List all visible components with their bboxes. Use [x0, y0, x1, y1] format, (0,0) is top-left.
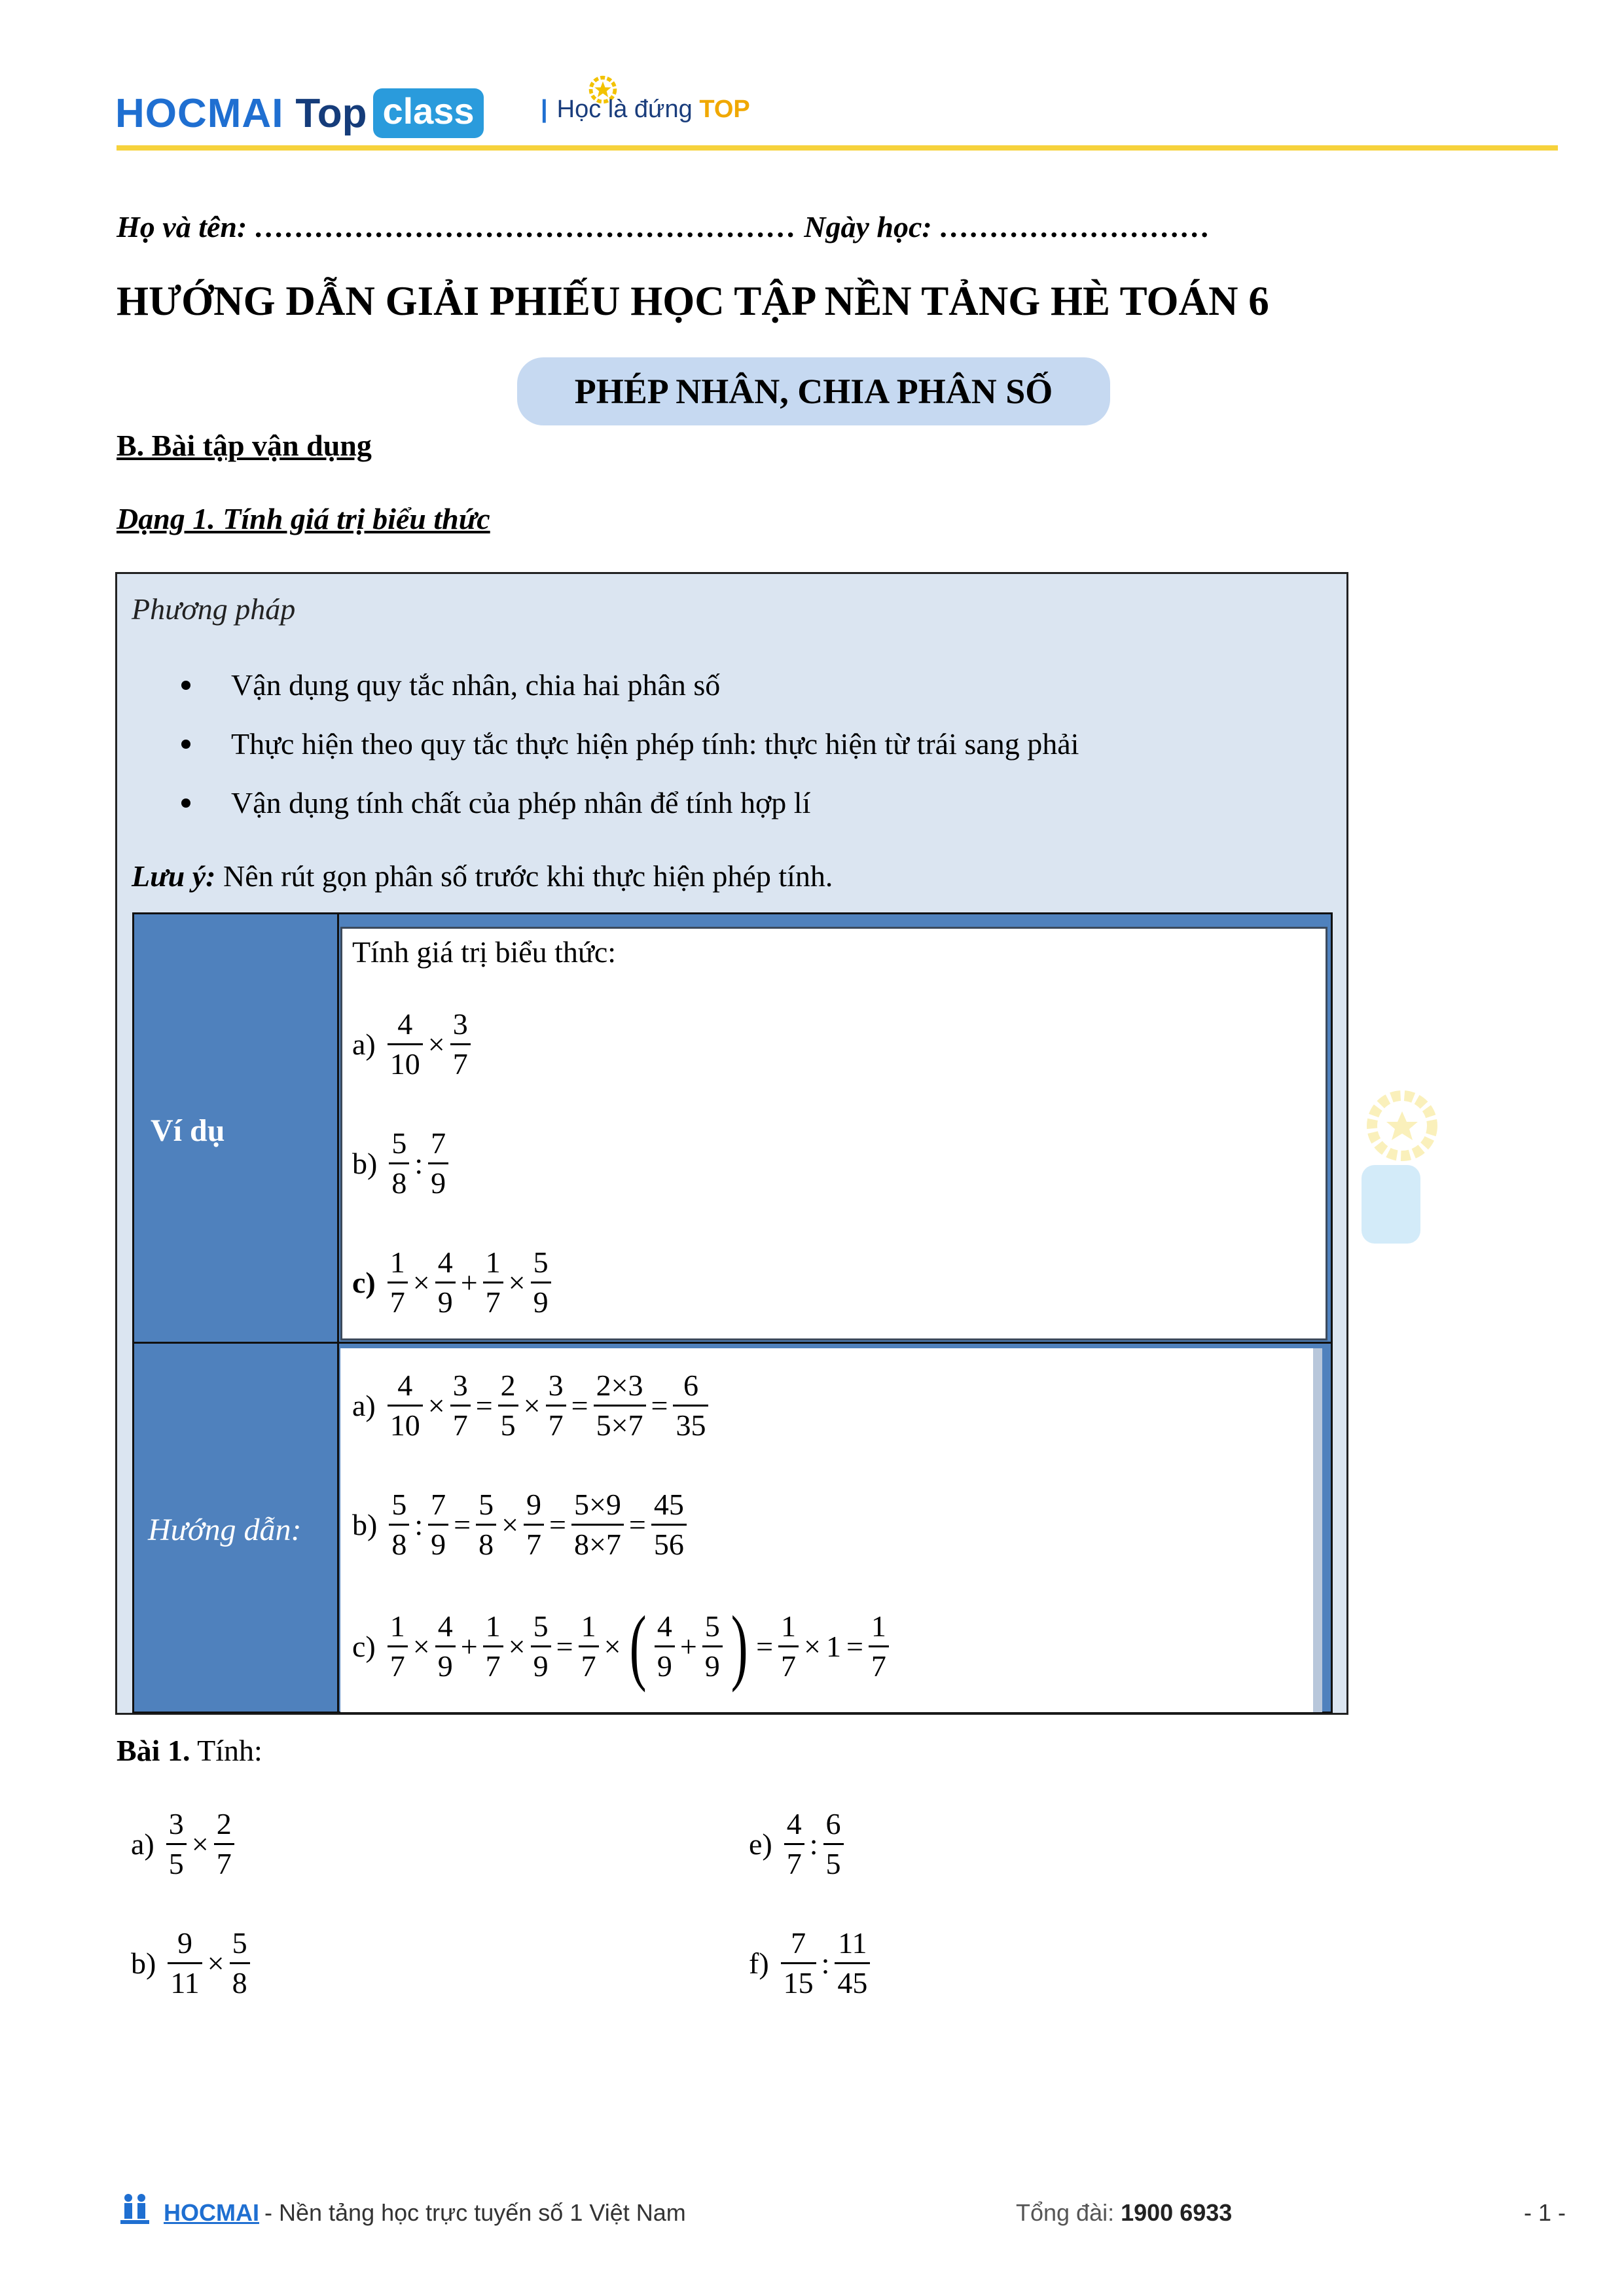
logo-hocmai-text: HOCMAI [115, 90, 284, 136]
fraction: $\frac{1}{7}$ [483, 1607, 503, 1685]
fraction: $\frac{3}{5}$ [166, 1805, 187, 1883]
guide-a: a) $\frac{4}{10}$ × $\frac{3}{7}$ = $\frac{2}{5}$ × $\frac{3}{7}$ = $\frac{2\times 3}{5\times 7}$ = $\frac{6}{35}$ [352, 1367, 711, 1444]
example-intro [352, 935, 616, 969]
exercise-1-b: b) $\frac{9}{11}$ × $\frac{5}{8}$ [131, 1924, 253, 2002]
exercise-1-heading [117, 1733, 262, 1768]
item-label: b) [131, 1946, 156, 1980]
item-label: a) [352, 1389, 376, 1422]
fraction: $\frac{3}{7}$ [546, 1367, 566, 1444]
bullet-icon [181, 798, 190, 808]
logo-top-text: Top [295, 90, 367, 136]
right-parenthesis: ) [731, 1599, 748, 1693]
fraction: $\frac{4}{7}$ [784, 1805, 804, 1883]
fraction: $\frac{9}{7}$ [524, 1486, 544, 1564]
section-heading: B. Bài tập vận dụng [117, 429, 372, 462]
fraction: $\frac{7}{9}$ [428, 1124, 448, 1202]
fraction: $\frac{6}{35}$ [673, 1367, 708, 1444]
bullet-text: Thực hiện theo quy tắc thực hiện phép tính: thực hiện từ trái sang phải [231, 727, 1079, 761]
slogan [541, 96, 750, 124]
fraction: $\frac{1}{7}$ [869, 1607, 889, 1685]
bullet-text: Vận dụng quy tắc nhân, chia hai phân số [231, 668, 721, 702]
fraction: $\frac{3}{7}$ [450, 1005, 471, 1083]
guide-label: Hướng dẫn: [148, 1513, 302, 1547]
bullet-text: Vận dụng tính chất của phép nhân để tính hợp lí [231, 786, 811, 819]
example-a: a) $\frac{4}{10}$ × $\frac{3}{7}$ [352, 1005, 473, 1083]
fraction: $\frac{5}{8}$ [389, 1124, 409, 1202]
slogan-top: TOP [699, 96, 750, 123]
fraction: $\frac{4}{9}$ [655, 1607, 675, 1685]
fraction: $\frac{5}{8}$ [230, 1924, 250, 2002]
item-label: c) [352, 1629, 376, 1663]
fraction: $\frac{5}{9}$ [531, 1607, 551, 1685]
note-label: Lưu ý: [132, 859, 216, 893]
fraction: $\frac{2\times 3}{5\times 7}$ [594, 1367, 646, 1444]
fraction: $\frac{11}{45}$ [835, 1924, 870, 2002]
left-parenthesis: ( [629, 1599, 647, 1693]
exercise-1-title: Bài 1. [117, 1734, 190, 1767]
slogan-text: Học là đứng [556, 96, 700, 123]
lesson-subtitle: PHÉP NHÂN, CHIA PHÂN SỐ [517, 357, 1110, 425]
table-column-divider [337, 912, 339, 1713]
fraction: $\frac{7}{15}$ [781, 1924, 816, 2002]
fraction: $\frac{2}{7}$ [214, 1805, 234, 1883]
fraction: $\frac{7}{9}$ [428, 1486, 448, 1564]
example-label: Ví dụ [151, 1113, 225, 1148]
fraction: $\frac{5}{8}$ [389, 1486, 409, 1564]
bullet-icon [181, 740, 190, 749]
page-number: - 1 - [1524, 2199, 1566, 2226]
fraction: $\frac{4}{10}$ [388, 1367, 423, 1444]
fraction: $\frac{4}{9}$ [435, 1607, 456, 1685]
exercise-1-e: e) $\frac{4}{7}$ : $\frac{6}{5}$ [749, 1805, 846, 1883]
method-note [132, 859, 833, 893]
hocmai-topclass-logo [115, 84, 484, 143]
fraction: $\frac{2}{5}$ [498, 1367, 518, 1444]
item-label: f) [749, 1946, 769, 1980]
table-row-divider [132, 1342, 1333, 1344]
fraction: $\frac{5\times 9}{8\times 7}$ [571, 1486, 624, 1564]
fraction: $\frac{5}{9}$ [702, 1607, 723, 1685]
fraction: $\frac{6}{5}$ [823, 1805, 844, 1883]
footer [117, 2195, 1574, 2234]
footer-hotline: Tổng đài: 1900 6933 [1016, 2199, 1233, 2226]
item-label: b) [352, 1147, 378, 1180]
hocmai-footer-logo-icon [117, 2190, 153, 2227]
exercise-1-f: f) $\frac{7}{15}$ : $\frac{11}{45}$ [749, 1924, 873, 2002]
fraction: $\frac{3}{7}$ [450, 1367, 471, 1444]
student-info-line: Họ và tên: ……………………………………………… Ngày học: ……………………… [117, 210, 1211, 243]
guide-c: c) $\frac{1}{7}$ × $\frac{4}{9}$ + $\frac{1}{7}$ × $\frac{5}{9}$ = $\frac{1}{7}$ × ( $\frac{4}{9}$ + $\frac{5}{9}$ ) = $\frac{1}{7}$ × 1 = $\frac{1}{7}$ [352, 1604, 892, 1689]
item-label: e) [749, 1827, 772, 1861]
example-c: c) $\frac{1}{7}$ × $\frac{4}{9}$ + $\frac{1}{7}$ × $\frac{5}{9}$ [352, 1244, 554, 1321]
item-label: a) [131, 1827, 154, 1861]
footer-tagline: - Nền tảng học trực tuyến số 1 Việt Nam [264, 2199, 686, 2226]
header-divider [117, 145, 1558, 151]
logo-class-text: class [373, 88, 483, 138]
exercise-type-heading: Dạng 1. Tính giá trị biểu thức [117, 502, 490, 535]
footer-brand-link[interactable]: HOCMAI [164, 2199, 259, 2226]
example-intro-text: Tính giá trị biểu thức: [352, 935, 617, 969]
page-title: HƯỚNG DẪN GIẢI PHIẾU HỌC TẬP NỀN TẢNG HÈ TOÁN 6 [117, 278, 1269, 324]
fraction: $\frac{1}{7}$ [388, 1607, 408, 1685]
fraction: $\frac{1}{7}$ [778, 1607, 799, 1685]
fraction: $\frac{45}{56}$ [651, 1486, 687, 1564]
fraction: $\frac{1}{7}$ [388, 1244, 408, 1321]
fraction: $\frac{5}{9}$ [531, 1244, 551, 1321]
fraction: $\frac{5}{8}$ [476, 1486, 496, 1564]
item-label: b) [352, 1508, 378, 1541]
exercise-1-text: Tính: [190, 1734, 262, 1767]
fraction: $\frac{1}{7}$ [579, 1607, 599, 1685]
fraction: $\frac{9}{11}$ [168, 1924, 202, 2002]
exercise-1-a: a) $\frac{3}{5}$ × $\frac{2}{7}$ [131, 1805, 237, 1883]
bullet-icon [181, 681, 190, 690]
watermark-logo-icon [1355, 1086, 1440, 1257]
fraction: $\frac{1}{7}$ [483, 1244, 503, 1321]
fraction: $\frac{4}{10}$ [388, 1005, 423, 1083]
method-title: Phương pháp [132, 592, 296, 626]
example-b: b) $\frac{5}{8}$ : $\frac{7}{9}$ [352, 1124, 451, 1202]
item-label: c) [352, 1266, 376, 1299]
guide-b: b) $\frac{5}{8}$ : $\frac{7}{9}$ = $\frac{5}{8}$ × $\frac{9}{7}$ = $\frac{5\times 9}{8\times 7}$ = $\frac{45}{56}$ [352, 1486, 689, 1564]
slogan-divider: | [541, 96, 548, 123]
note-text: Nên rút gọn phân số trước khi thực hiện phép tính. [215, 859, 833, 893]
fraction: $\frac{4}{9}$ [435, 1244, 456, 1321]
item-label: a) [352, 1028, 376, 1061]
